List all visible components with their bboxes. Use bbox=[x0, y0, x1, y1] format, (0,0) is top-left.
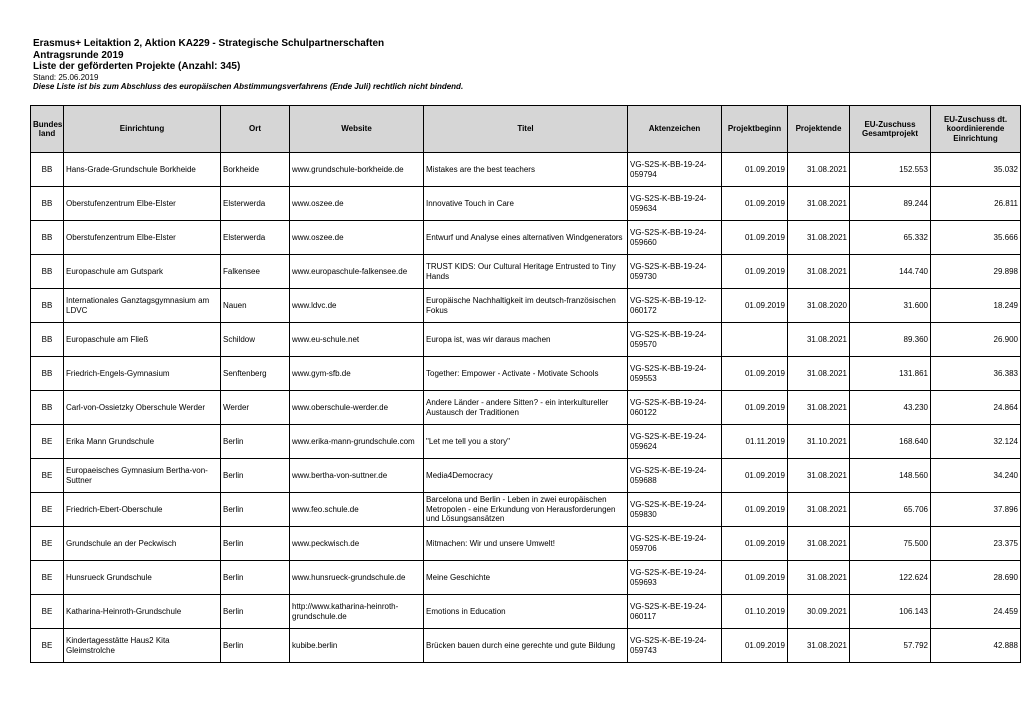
cell-projektende: 31.08.2021 bbox=[788, 629, 850, 663]
cell-ort: Elsterwerda bbox=[221, 221, 290, 255]
table-row bbox=[31, 255, 1021, 289]
cell-aktenzeichen: VG-S2S-K-BE-19-24-059688 bbox=[628, 459, 722, 493]
cell-eu-zuschuss-gesamt: 89.244 bbox=[850, 187, 931, 221]
cell-bundesland: BE bbox=[31, 459, 64, 493]
cell-titel: Innovative Touch in Care bbox=[424, 187, 628, 221]
col-header-website: Website bbox=[290, 106, 424, 153]
cell-projektbeginn bbox=[722, 323, 788, 357]
projects-table bbox=[30, 105, 1021, 663]
cell-aktenzeichen: VG-S2S-K-BE-19-24-059706 bbox=[628, 527, 722, 561]
cell-website: www.europaschule-falkensee.de bbox=[290, 255, 424, 289]
col-header-aktenzeichen: Aktenzeichen bbox=[628, 106, 722, 153]
cell-aktenzeichen: VG-S2S-K-BE-19-24-059624 bbox=[628, 425, 722, 459]
cell-aktenzeichen: VG-S2S-K-BE-19-24-059693 bbox=[628, 561, 722, 595]
cell-einrichtung: Carl-von-Ossietzky Oberschule Werder bbox=[64, 391, 221, 425]
cell-einrichtung: Europaeisches Gymnasium Bertha-von-Suttner bbox=[64, 459, 221, 493]
cell-projektende: 30.09.2021 bbox=[788, 595, 850, 629]
table-row bbox=[31, 629, 1021, 663]
cell-titel: Brücken bauen durch eine gerechte und gute Bildung bbox=[424, 629, 628, 663]
cell-projektbeginn: 01.09.2019 bbox=[722, 221, 788, 255]
cell-projektende: 31.08.2020 bbox=[788, 289, 850, 323]
table-row bbox=[31, 527, 1021, 561]
cell-eu-zuschuss-gesamt: 89.360 bbox=[850, 323, 931, 357]
cell-titel: Entwurf und Analyse eines alternativen Windgenerators bbox=[424, 221, 628, 255]
cell-projektbeginn: 01.10.2019 bbox=[722, 595, 788, 629]
cell-ort: Nauen bbox=[221, 289, 290, 323]
cell-ort: Berlin bbox=[221, 493, 290, 527]
cell-projektbeginn: 01.09.2019 bbox=[722, 459, 788, 493]
cell-bundesland: BB bbox=[31, 153, 64, 187]
cell-aktenzeichen: VG-S2S-K-BB-19-24-059570 bbox=[628, 323, 722, 357]
cell-eu-zuschuss-koordinierend: 26.900 bbox=[931, 323, 1021, 357]
list-title: Liste der geförderten Projekte (Anzahl: 345) bbox=[33, 61, 241, 72]
col-header-einrichtung: Einrichtung bbox=[64, 106, 221, 153]
cell-eu-zuschuss-koordinierend: 24.459 bbox=[931, 595, 1021, 629]
cell-titel: Emotions in Education bbox=[424, 595, 628, 629]
cell-eu-zuschuss-gesamt: 65.332 bbox=[850, 221, 931, 255]
cell-eu-zuschuss-gesamt: 144.740 bbox=[850, 255, 931, 289]
cell-eu-zuschuss-koordinierend: 37.896 bbox=[931, 493, 1021, 527]
cell-eu-zuschuss-koordinierend: 42.888 bbox=[931, 629, 1021, 663]
cell-bundesland: BB bbox=[31, 255, 64, 289]
cell-eu-zuschuss-koordinierend: 29.898 bbox=[931, 255, 1021, 289]
cell-titel: Together: Empower - Activate - Motivate Schools bbox=[424, 357, 628, 391]
cell-projektbeginn: 01.11.2019 bbox=[722, 425, 788, 459]
cell-eu-zuschuss-gesamt: 131.861 bbox=[850, 357, 931, 391]
cell-ort: Berlin bbox=[221, 629, 290, 663]
cell-eu-zuschuss-gesamt: 148.560 bbox=[850, 459, 931, 493]
cell-ort: Elsterwerda bbox=[221, 187, 290, 221]
col-header-eu-zuschuss-koordinierend: EU-Zuschuss dt. koordinierende Einrichtung bbox=[931, 106, 1021, 153]
cell-titel: Barcelona und Berlin - Leben in zwei europäischen Metropolen - eine Erkundung von Herausforderungen und Lösungsansätzen bbox=[424, 493, 628, 527]
cell-eu-zuschuss-koordinierend: 24.864 bbox=[931, 391, 1021, 425]
cell-aktenzeichen: VG-S2S-K-BB-19-12-060172 bbox=[628, 289, 722, 323]
table-row bbox=[31, 187, 1021, 221]
col-header-titel: Titel bbox=[424, 106, 628, 153]
cell-projektbeginn: 01.09.2019 bbox=[722, 561, 788, 595]
cell-projektbeginn: 01.09.2019 bbox=[722, 629, 788, 663]
table-row bbox=[31, 221, 1021, 255]
cell-titel: Meine Geschichte bbox=[424, 561, 628, 595]
cell-einrichtung: Oberstufenzentrum Elbe-Elster bbox=[64, 187, 221, 221]
cell-website: www.gym-sfb.de bbox=[290, 357, 424, 391]
cell-eu-zuschuss-koordinierend: 23.375 bbox=[931, 527, 1021, 561]
table-row bbox=[31, 493, 1021, 527]
cell-einrichtung: Internationales Ganztagsgymnasium am LDVC bbox=[64, 289, 221, 323]
cell-eu-zuschuss-koordinierend: 35.032 bbox=[931, 153, 1021, 187]
col-header-eu-zuschuss-gesamt: EU-Zuschuss Gesamtprojekt bbox=[850, 106, 931, 153]
cell-projektende: 31.08.2021 bbox=[788, 255, 850, 289]
cell-titel: Europäische Nachhaltigkeit im deutsch-französischen Fokus bbox=[424, 289, 628, 323]
cell-eu-zuschuss-koordinierend: 36.383 bbox=[931, 357, 1021, 391]
cell-aktenzeichen: VG-S2S-K-BB-19-24-059794 bbox=[628, 153, 722, 187]
col-header-bundesland: Bundes land bbox=[31, 106, 64, 153]
table-row bbox=[31, 323, 1021, 357]
table-row bbox=[31, 289, 1021, 323]
cell-projektende: 31.08.2021 bbox=[788, 459, 850, 493]
cell-titel: Europa ist, was wir daraus machen bbox=[424, 323, 628, 357]
cell-website: www.feo.schule.de bbox=[290, 493, 424, 527]
cell-ort: Berlin bbox=[221, 561, 290, 595]
cell-bundesland: BB bbox=[31, 357, 64, 391]
cell-bundesland: BE bbox=[31, 561, 64, 595]
cell-einrichtung: Kindertagesstätte Haus2 Kita Gleimstrolche bbox=[64, 629, 221, 663]
cell-bundesland: BB bbox=[31, 323, 64, 357]
cell-einrichtung: Europaschule am Fließ bbox=[64, 323, 221, 357]
cell-website: www.bertha-von-suttner.de bbox=[290, 459, 424, 493]
cell-projektende: 31.08.2021 bbox=[788, 153, 850, 187]
round-title: Antragsrunde 2019 bbox=[33, 49, 124, 61]
cell-projektbeginn: 01.09.2019 bbox=[722, 493, 788, 527]
cell-website: www.grundschule-borkheide.de bbox=[290, 153, 424, 187]
cell-projektbeginn: 01.09.2019 bbox=[722, 153, 788, 187]
cell-aktenzeichen: VG-S2S-K-BB-19-24-059634 bbox=[628, 187, 722, 221]
cell-eu-zuschuss-gesamt: 168.640 bbox=[850, 425, 931, 459]
cell-bundesland: BB bbox=[31, 289, 64, 323]
table-row bbox=[31, 459, 1021, 493]
cell-projektende: 31.08.2021 bbox=[788, 221, 850, 255]
cell-website: kubibe.berlin bbox=[290, 629, 424, 663]
cell-einrichtung: Erika Mann Grundschule bbox=[64, 425, 221, 459]
cell-aktenzeichen: VG-S2S-K-BB-19-24-059730 bbox=[628, 255, 722, 289]
cell-eu-zuschuss-koordinierend: 18.249 bbox=[931, 289, 1021, 323]
table-row bbox=[31, 391, 1021, 425]
cell-titel: Andere Länder - andere Sitten? - ein interkultureller Austausch der Traditionen bbox=[424, 391, 628, 425]
table-body bbox=[31, 153, 1021, 663]
cell-projektbeginn: 01.09.2019 bbox=[722, 255, 788, 289]
cell-einrichtung: Friedrich-Ebert-Oberschule bbox=[64, 493, 221, 527]
cell-projektbeginn: 01.09.2019 bbox=[722, 527, 788, 561]
cell-aktenzeichen: VG-S2S-K-BB-19-24-060122 bbox=[628, 391, 722, 425]
cell-aktenzeichen: VG-S2S-K-BB-19-24-059553 bbox=[628, 357, 722, 391]
cell-website: www.erika-mann-grundschule.com bbox=[290, 425, 424, 459]
cell-bundesland: BE bbox=[31, 595, 64, 629]
cell-ort: Berlin bbox=[221, 595, 290, 629]
col-header-projektbeginn: Projektbeginn bbox=[722, 106, 788, 153]
cell-projektbeginn: 01.09.2019 bbox=[722, 289, 788, 323]
cell-ort: Werder bbox=[221, 391, 290, 425]
cell-eu-zuschuss-koordinierend: 28.690 bbox=[931, 561, 1021, 595]
cell-projektende: 31.08.2021 bbox=[788, 493, 850, 527]
cell-aktenzeichen: VG-S2S-K-BB-19-24-059660 bbox=[628, 221, 722, 255]
cell-ort: Borkheide bbox=[221, 153, 290, 187]
cell-website: www.hunsrueck-grundschule.de bbox=[290, 561, 424, 595]
cell-titel: "Let me tell you a story" bbox=[424, 425, 628, 459]
program-title: Erasmus+ Leitaktion 2, Aktion KA229 - Strategische Schulpartnerschaften bbox=[33, 38, 385, 49]
cell-einrichtung: Friedrich-Engels-Gymnasium bbox=[64, 357, 221, 391]
cell-projektende: 31.08.2021 bbox=[788, 561, 850, 595]
cell-eu-zuschuss-gesamt: 152.553 bbox=[850, 153, 931, 187]
cell-bundesland: BE bbox=[31, 527, 64, 561]
cell-aktenzeichen: VG-S2S-K-BE-19-24-059830 bbox=[628, 493, 722, 527]
document-header bbox=[33, 38, 463, 91]
cell-bundesland: BB bbox=[31, 187, 64, 221]
cell-website: www.peckwisch.de bbox=[290, 527, 424, 561]
cell-website: www.eu-schule.net bbox=[290, 323, 424, 357]
cell-eu-zuschuss-koordinierend: 26.811 bbox=[931, 187, 1021, 221]
cell-titel: Mitmachen: Wir und unsere Umwelt! bbox=[424, 527, 628, 561]
cell-einrichtung: Hans-Grade-Grundschule Borkheide bbox=[64, 153, 221, 187]
cell-website: www.oszee.de bbox=[290, 221, 424, 255]
cell-titel: Media4Democracy bbox=[424, 459, 628, 493]
cell-titel: TRUST KIDS: Our Cultural Heritage Entrusted to Tiny Hands bbox=[424, 255, 628, 289]
cell-einrichtung: Grundschule an der Peckwisch bbox=[64, 527, 221, 561]
cell-aktenzeichen: VG-S2S-K-BE-19-24-060117 bbox=[628, 595, 722, 629]
cell-titel: Mistakes are the best teachers bbox=[424, 153, 628, 187]
table-header-row bbox=[31, 106, 1021, 153]
cell-eu-zuschuss-gesamt: 75.500 bbox=[850, 527, 931, 561]
cell-projektbeginn: 01.09.2019 bbox=[722, 187, 788, 221]
cell-projektende: 31.08.2021 bbox=[788, 527, 850, 561]
cell-eu-zuschuss-gesamt: 65.706 bbox=[850, 493, 931, 527]
col-header-projektende: Projektende bbox=[788, 106, 850, 153]
cell-projektende: 31.08.2021 bbox=[788, 187, 850, 221]
cell-website: www.oberschule-werder.de bbox=[290, 391, 424, 425]
cell-ort: Schildow bbox=[221, 323, 290, 357]
cell-eu-zuschuss-koordinierend: 35.666 bbox=[931, 221, 1021, 255]
cell-eu-zuschuss-gesamt: 31.600 bbox=[850, 289, 931, 323]
stand-date: Stand: 25.06.2019 bbox=[33, 72, 99, 82]
cell-projektende: 31.08.2021 bbox=[788, 357, 850, 391]
table-row bbox=[31, 357, 1021, 391]
table-row bbox=[31, 595, 1021, 629]
cell-website: http://www.katharina-heinroth-grundschule.de bbox=[290, 595, 424, 629]
cell-eu-zuschuss-gesamt: 43.230 bbox=[850, 391, 931, 425]
cell-eu-zuschuss-gesamt: 122.624 bbox=[850, 561, 931, 595]
cell-ort: Falkensee bbox=[221, 255, 290, 289]
cell-bundesland: BE bbox=[31, 425, 64, 459]
cell-projektbeginn: 01.09.2019 bbox=[722, 391, 788, 425]
cell-bundesland: BB bbox=[31, 221, 64, 255]
cell-ort: Berlin bbox=[221, 459, 290, 493]
cell-ort: Berlin bbox=[221, 527, 290, 561]
table-row bbox=[31, 153, 1021, 187]
cell-projektende: 31.08.2021 bbox=[788, 391, 850, 425]
cell-einrichtung: Hunsrueck Grundschule bbox=[64, 561, 221, 595]
cell-einrichtung: Katharina-Heinroth-Grundschule bbox=[64, 595, 221, 629]
cell-website: www.ldvc.de bbox=[290, 289, 424, 323]
cell-eu-zuschuss-koordinierend: 34.240 bbox=[931, 459, 1021, 493]
table-row bbox=[31, 561, 1021, 595]
cell-projektende: 31.08.2021 bbox=[788, 323, 850, 357]
cell-eu-zuschuss-koordinierend: 32.124 bbox=[931, 425, 1021, 459]
cell-aktenzeichen: VG-S2S-K-BE-19-24-059743 bbox=[628, 629, 722, 663]
cell-ort: Berlin bbox=[221, 425, 290, 459]
cell-website: www.oszee.de bbox=[290, 187, 424, 221]
cell-bundesland: BB bbox=[31, 391, 64, 425]
cell-einrichtung: Oberstufenzentrum Elbe-Elster bbox=[64, 221, 221, 255]
cell-einrichtung: Europaschule am Gutspark bbox=[64, 255, 221, 289]
cell-bundesland: BE bbox=[31, 629, 64, 663]
cell-projektende: 31.10.2021 bbox=[788, 425, 850, 459]
cell-eu-zuschuss-gesamt: 57.792 bbox=[850, 629, 931, 663]
cell-bundesland: BE bbox=[31, 493, 64, 527]
cell-projektbeginn: 01.09.2019 bbox=[722, 357, 788, 391]
col-header-ort: Ort bbox=[221, 106, 290, 153]
cell-eu-zuschuss-gesamt: 106.143 bbox=[850, 595, 931, 629]
cell-ort: Senftenberg bbox=[221, 357, 290, 391]
table-row bbox=[31, 425, 1021, 459]
legal-note: Diese Liste ist bis zum Abschluss des europäischen Abstimmungsverfahrens (Ende Juli) rechtlich nicht bindend. bbox=[33, 81, 464, 91]
